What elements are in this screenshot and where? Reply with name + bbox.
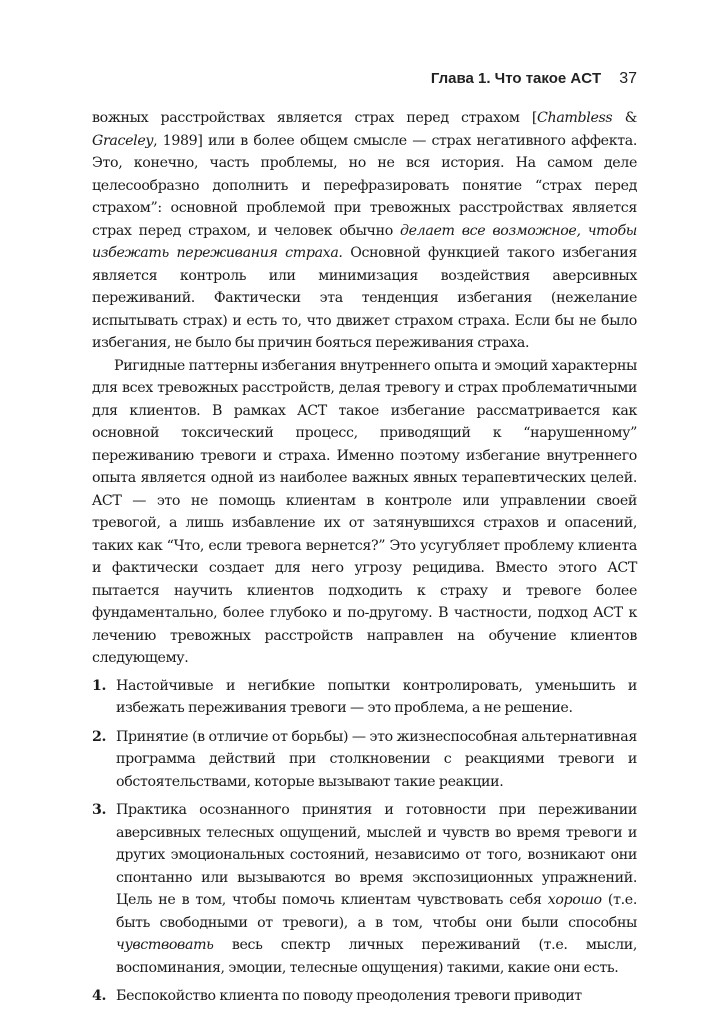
chapter-title: Глава 1. Что такое ACT	[430, 70, 602, 87]
list-item-1	[92, 675, 637, 720]
list-item-text: Беспокойство клиента по поводу преодоления тревоги приводит	[116, 988, 582, 1004]
list-item-text: Настойчивые и негибкие попытки контролировать, уменьшить и избежать переживания тревоги — это проблема, а не решение.	[116, 677, 637, 716]
paragraph-1	[92, 107, 637, 355]
list-item-number: 3.	[92, 802, 107, 818]
running-head	[92, 70, 637, 92]
list-item-3-emphasis-1: хорошо	[547, 892, 602, 908]
list-item-text	[116, 802, 637, 976]
paragraph-1-text-b: , 1989] или в более общем смысле — страх негативного аффекта. Это, конечно, часть проблемы, но не вся история. На самом деле целесообразно дополнить и перефразировать понятие “страх перед страхом”: основной проблемой при тревожных расстройствах является страх перед страхом, и человек обычно	[92, 132, 637, 239]
list-item-text: Принятие (в отличие от борьбы) — это жизнеспособная альтернативная программа действий при столкновении с реакциями тревоги и обстоятельствами, которые вызывают такие реакции.	[116, 728, 637, 790]
list-item-number: 1.	[92, 677, 107, 694]
list-item-number: 2.	[92, 728, 107, 745]
paragraph-1-emphasis: делает все возможное, чтобы избежать переживания страха.	[92, 222, 637, 261]
paragraph-1-text-c: Основной функцией такого избегания является контроль или минимизация воздействия аверсивных переживаний. Фактически эта тенденция избегания (нежелание испытывать страх) и есть то, что движет страхом страха. Если бы не было избегания, не было бы причин бояться переживания страха.	[92, 245, 637, 351]
citation-author-2: Graceley	[92, 132, 154, 149]
list-item-number: 4.	[92, 988, 107, 1004]
list-item-2	[92, 726, 637, 794]
paragraph-1-text-a: вожных расстройствах является страх перед страхом [	[92, 110, 538, 126]
list-item-3-text-b: (т.е. быть свободными от тревоги), а в том, чтобы они были способны	[116, 892, 637, 931]
list-item-3-emphasis-2: чувствовать	[116, 937, 214, 953]
list-item-3-text-a: Практика осознанного принятия и готовности при переживании аверсивных телесных ощущений, мыслей и чувств во время тревоги и других эмоциональных состояний, независимо от того, возникают они спонтанно или вызываются во время экспозиционных упражнений. Цель не в том, чтобы помочь клиентам чувствовать себя	[116, 802, 637, 908]
list-item-3	[92, 799, 637, 979]
citation-ampersand: &	[612, 110, 637, 126]
page-number: 37	[619, 70, 637, 87]
paragraph-2: Ригидные паттерны избегания внутреннего опыта и эмоций характерны для всех тревожных расстройств, делая тревогу и страх проблематичными для клиентов. В рамках ACT такое избегание рассматривается как основной токсический процесс, приводящий к “нарушенному” переживанию тревоги и страха. Именно поэтому избегание внутреннего опыта является одной из наиболее важных явных терапевтических целей. ACT — это не помощь клиентам в контроле или управлении своей тревогой, а лишь избавление их от затянувшихся страхов и опасений, таких как “Что, если тревога вернется?” Это усугубляет проблему клиента и фактически создает для него угрозу рецидива. Вместо этого ACT пытается научить клиентов подходить к страху и тревоге более фундаментально, более глубоко и по-другому. В частности, подход ACT к лечению тревожных расстройств направлен на обучение клиентов следующему.	[92, 357, 637, 666]
body-text	[92, 107, 637, 1014]
list-item-3-text-c: весь спектр личных переживаний (т.е. мысли, воспоминания, эмоции, телесные ощущения) такими, какие они есть.	[116, 937, 637, 976]
citation-author-1: Chambless	[537, 110, 613, 126]
list-item-4	[92, 985, 637, 1008]
numbered-list	[92, 675, 637, 1008]
